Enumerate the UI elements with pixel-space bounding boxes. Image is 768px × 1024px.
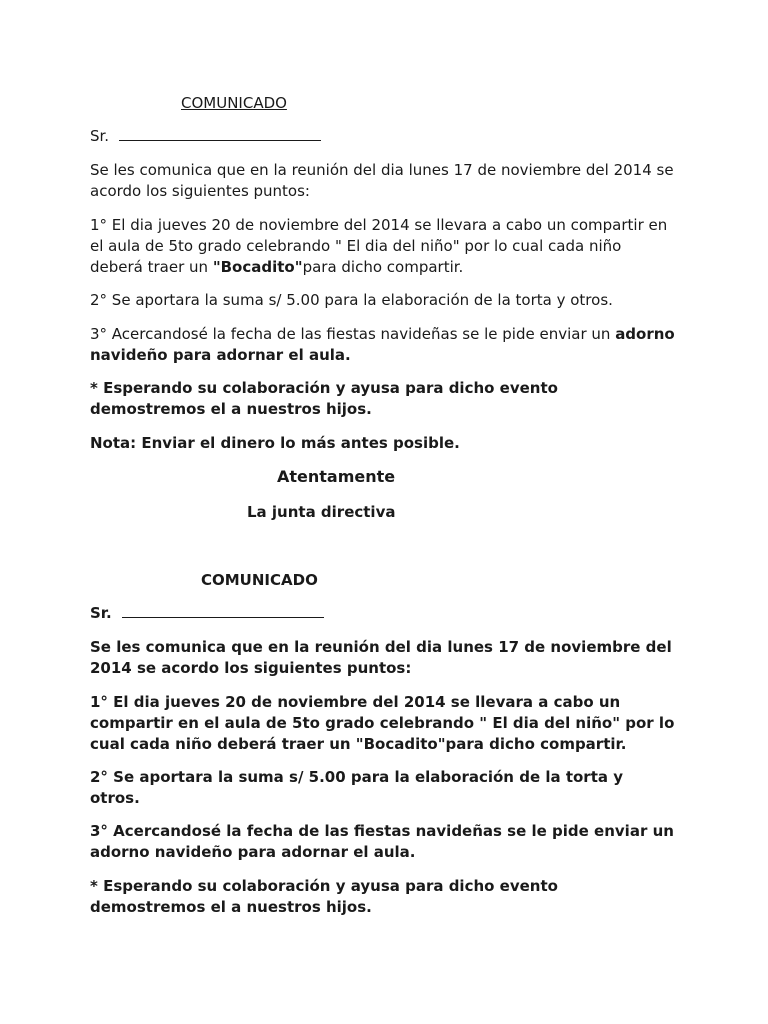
first-note: Nota: Enviar el dinero lo más antes posible. <box>90 434 460 452</box>
first-point3-line-1 <box>90 324 690 345</box>
second-intro-line-1: Se les comunica que en la reunión del dia lunes 17 de noviembre del <box>90 638 672 656</box>
first-point1-line-3-post: para dicho compartir. <box>302 258 464 276</box>
second-point1-line-2: compartir en el aula de 5to grado celebrando " El dia del niño" por lo <box>90 714 675 732</box>
first-title: COMUNICADO <box>181 94 287 112</box>
first-name-blank-line <box>119 128 321 141</box>
first-salutation <box>90 126 690 147</box>
first-point3-line-2: navideño para adornar el aula. <box>90 346 351 364</box>
second-salutation <box>90 603 690 624</box>
first-point2: 2° Se aportara la suma s/ 5.00 para la elaboración de la torta y otros. <box>90 291 613 309</box>
second-point2-line-2: otros. <box>90 789 140 807</box>
first-intro-line-1: Se les comunica que en la reunión del dia lunes 17 de noviembre del 2014 se <box>90 161 674 179</box>
first-adorno-emphasis: adorno <box>615 325 675 343</box>
first-salutation-label: Sr. <box>90 127 110 145</box>
second-intro-line-2: 2014 se acordo los siguientes puntos: <box>90 659 412 677</box>
first-hope-line-1: * Esperando su colaboración y ayusa para dicho evento <box>90 379 558 397</box>
second-point3-line-1: 3° Acercandosé la fecha de las fiestas navideñas se le pide enviar un <box>90 822 674 840</box>
second-point1-line-3: cual cada niño deberá traer un "Bocadito"para dicho compartir. <box>90 735 627 753</box>
first-signature: La junta directiva <box>247 503 396 521</box>
second-point1-line-1: 1° El dia jueves 20 de noviembre del 2014 se llevara a cabo un <box>90 693 621 711</box>
second-name-blank-line <box>122 605 324 618</box>
second-title: COMUNICADO <box>201 571 318 589</box>
first-intro-line-2: acordo los siguientes puntos: <box>90 182 310 200</box>
first-point1-line-2: el aula de 5to grado celebrando " El dia del niño" por lo cual cada niño <box>90 237 622 255</box>
first-bocadito-emphasis: "Bocadito" <box>212 258 303 276</box>
second-hope-line-2: demostremos el a nuestros hijos. <box>90 898 372 916</box>
first-point1-line-1: 1° El dia jueves 20 de noviembre del 2014 se llevara a cabo un compartir en <box>90 216 668 234</box>
second-hope-line-1: * Esperando su colaboración y ayusa para dicho evento <box>90 877 558 895</box>
second-point3-line-2: adorno navideño para adornar el aula. <box>90 843 416 861</box>
second-salutation-label: Sr. <box>90 604 112 622</box>
first-point3-line-1-pre: 3° Acercandosé la fecha de las fiestas navideñas se le pide enviar un <box>90 325 616 343</box>
second-point2-line-1: 2° Se aportara la suma s/ 5.00 para la elaboración de la torta y <box>90 768 623 786</box>
first-closing: Atentamente <box>277 467 396 486</box>
first-hope-line-2: demostremos el a nuestros hijos. <box>90 400 372 418</box>
first-point1-line-3 <box>90 257 690 278</box>
first-point1-line-3-pre: deberá traer un <box>90 258 213 276</box>
